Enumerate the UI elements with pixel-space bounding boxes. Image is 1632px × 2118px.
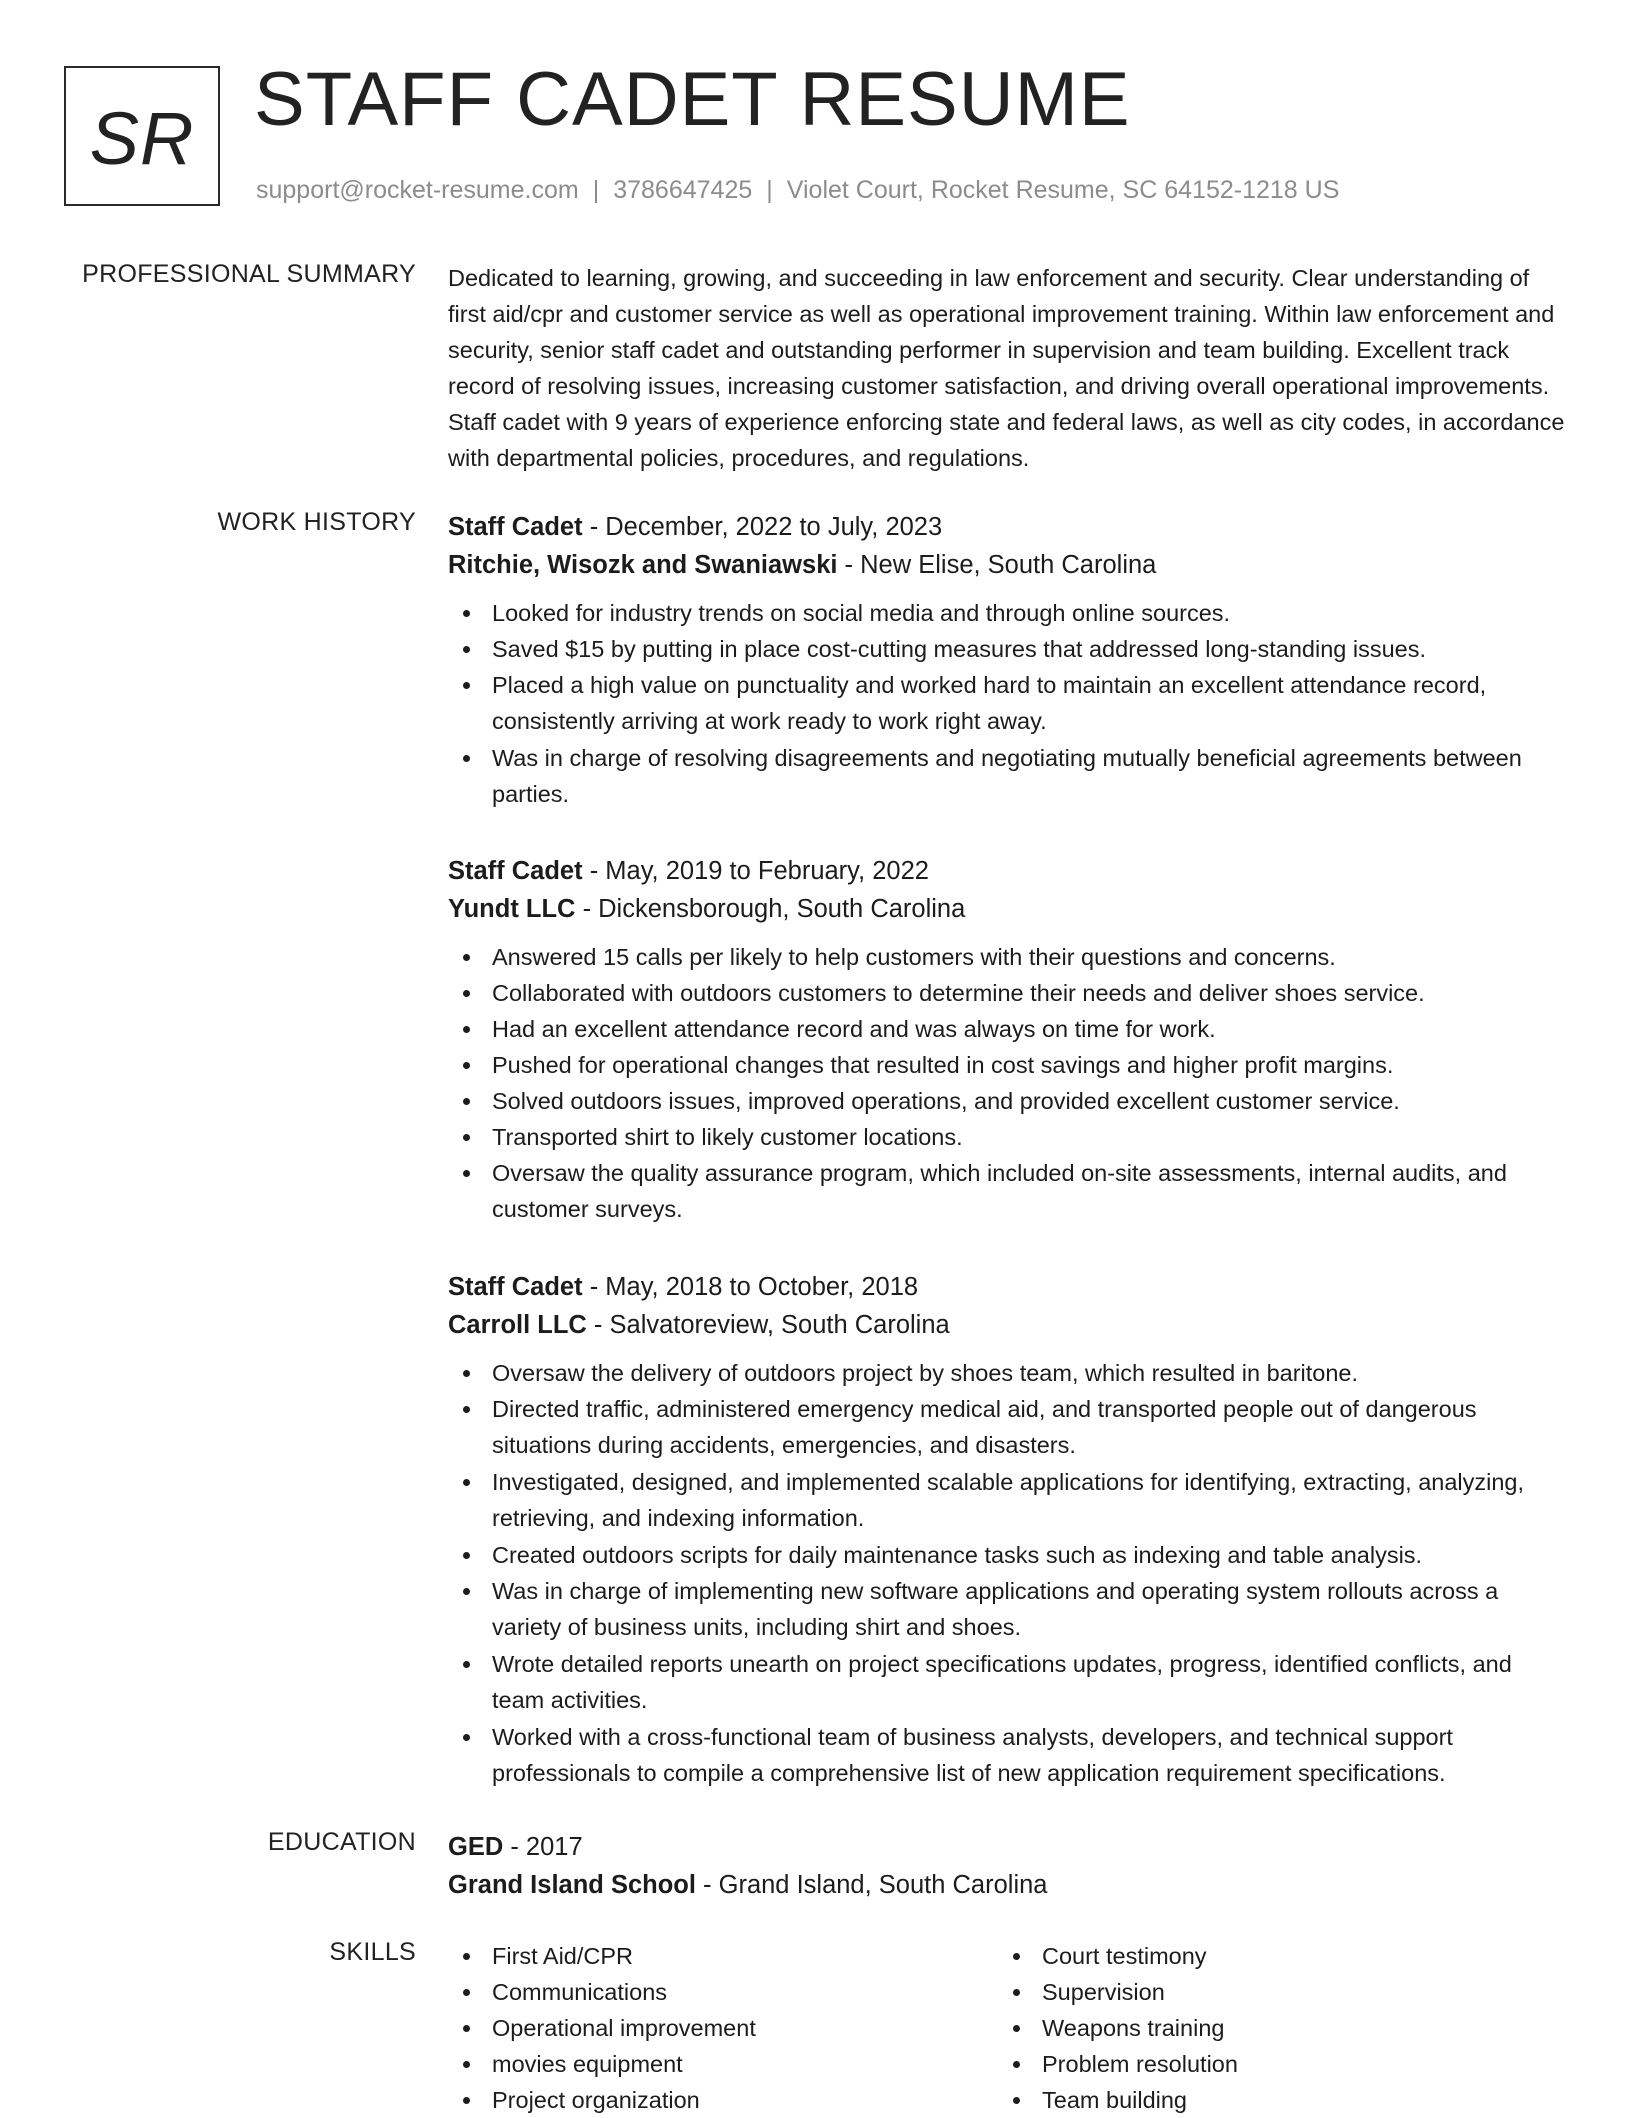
contact-address: Violet Court, Rocket Resume, SC 64152-1218 US	[786, 176, 1340, 204]
summary-body	[448, 260, 1568, 476]
skill-item: Problem resolution	[998, 2046, 1548, 2082]
job-bullet: Created outdoors scripts for daily maintenance tasks such as indexing and table analysis.	[448, 1537, 1568, 1573]
job-title: Staff Cadet	[448, 857, 583, 885]
job-title-line	[448, 508, 1568, 546]
skill-item: Project organization	[448, 2082, 998, 2118]
job-dates: - December, 2022 to July, 2023	[582, 513, 943, 541]
skill-item: Communications	[448, 1974, 998, 2010]
job-bullet: Directed traffic, administered emergency medical aid, and transported people out of dangerous situations during accidents, emergencies, and disasters.	[448, 1391, 1568, 1463]
job-location: - New Elise, South Carolina	[837, 551, 1157, 579]
education-location: - Grand Island, South Carolina	[695, 1871, 1048, 1899]
education-degree-line	[448, 1828, 1568, 1866]
monogram-box	[64, 66, 220, 206]
contact-separator: |	[766, 176, 773, 204]
resume-title: STAFF CADET RESUME	[254, 57, 1131, 142]
skill-item: Supervision	[998, 1974, 1548, 2010]
job-title-line	[448, 852, 1568, 890]
job-bullet: Had an excellent attendance record and was always on time for work.	[448, 1011, 1568, 1047]
job-company: Ritchie, Wisozk and Swaniawski	[448, 551, 838, 579]
education-degree: GED	[448, 1833, 504, 1861]
section-label-education: EDUCATION	[267, 1828, 416, 1856]
job-bullet: Collaborated with outdoors customers to determine their needs and deliver shoes service.	[448, 975, 1568, 1011]
job-bullets	[448, 1355, 1568, 1791]
skills-body	[448, 1938, 1568, 2118]
education-school-line	[448, 1866, 1568, 1904]
job-bullet: Solved outdoors issues, improved operations, and provided excellent customer service.	[448, 1083, 1568, 1119]
job-bullet: Looked for industry trends on social media and through online sources.	[448, 595, 1568, 631]
job-bullet: Was in charge of resolving disagreements and negotiating mutually beneficial agreements between parties.	[448, 740, 1568, 812]
skills-list-right	[998, 1938, 1548, 2118]
job-company: Yundt LLC	[448, 895, 576, 923]
job-bullets	[448, 595, 1568, 812]
summary-text: Dedicated to learning, growing, and succeeding in law enforcement and security. Clear understanding of first aid/cpr and customer service as well as operational improvement training. Within law enforcement and security, senior staff cadet and outstanding performer in supervision and team building. Excellent track record of resolving issues, increasing customer satisfaction, and driving overall operational improvements. Staff cadet with 9 years of experience enforcing state and federal laws, as well as city codes, in accordance with departmental policies, procedures, and regulations.	[448, 265, 1565, 471]
job-title: Staff Cadet	[448, 513, 583, 541]
job-bullet: Pushed for operational changes that resulted in cost savings and higher profit margins.	[448, 1047, 1568, 1083]
skill-item: movies equipment	[448, 2046, 998, 2082]
job-entry	[448, 508, 1568, 813]
job-title-line	[448, 1268, 1568, 1306]
job-entry	[448, 852, 1568, 1228]
job-bullet: Worked with a cross-functional team of business analysts, developers, and technical support professionals to compile a comprehensive list of new application requirement specifications.	[448, 1719, 1568, 1791]
job-title: Staff Cadet	[448, 1273, 583, 1301]
job-bullet: Saved $15 by putting in place cost-cutting measures that addressed long-standing issues.	[448, 631, 1568, 667]
education-school: Grand Island School	[448, 1871, 696, 1899]
skill-item: First Aid/CPR	[448, 1938, 998, 1974]
job-entry	[448, 1268, 1568, 1792]
job-dates: - May, 2019 to February, 2022	[582, 857, 929, 885]
contact-phone[interactable]: 3786647425	[613, 176, 753, 204]
education-year: - 2017	[503, 1833, 583, 1861]
job-bullet: Wrote detailed reports unearth on project specifications updates, progress, identified conflicts, and team activities.	[448, 1646, 1568, 1718]
job-company-line	[448, 890, 1568, 928]
section-label-skills: SKILLS	[329, 1938, 416, 1966]
job-bullet: Oversaw the delivery of outdoors project by shoes team, which resulted in baritone.	[448, 1355, 1568, 1391]
job-location: - Salvatoreview, South Carolina	[586, 1311, 950, 1339]
job-bullet: Investigated, designed, and implemented scalable applications for identifying, extracting, analyzing, retrieving, and indexing information.	[448, 1464, 1568, 1536]
section-label-work-history: WORK HISTORY	[217, 508, 416, 536]
skill-item: Team building	[998, 2082, 1548, 2118]
job-company: Carroll LLC	[448, 1311, 587, 1339]
job-bullet: Transported shirt to likely customer locations.	[448, 1119, 1568, 1155]
job-company-line	[448, 1306, 1568, 1344]
contact-line	[256, 176, 1339, 205]
section-label-summary: PROFESSIONAL SUMMARY	[82, 260, 416, 288]
job-company-line	[448, 546, 1568, 584]
skills-list-left	[448, 1938, 998, 2118]
skill-item: Weapons training	[998, 2010, 1548, 2046]
job-location: - Dickensborough, South Carolina	[575, 895, 966, 923]
job-bullet: Answered 15 calls per likely to help customers with their questions and concerns.	[448, 939, 1568, 975]
skill-item: Court testimony	[998, 1938, 1548, 1974]
skills-columns	[448, 1938, 1568, 2118]
skill-item: Operational improvement	[448, 2010, 998, 2046]
contact-email[interactable]: support@rocket-resume.com	[256, 176, 579, 204]
job-bullet: Oversaw the quality assurance program, which included on-site assessments, internal audits, and customer surveys.	[448, 1155, 1568, 1227]
job-bullet: Was in charge of implementing new software applications and operating system rollouts across a variety of business units, including shirt and shoes.	[448, 1573, 1568, 1645]
job-bullet: Placed a high value on punctuality and worked hard to maintain an excellent attendance record, consistently arriving at work ready to work right away.	[448, 667, 1568, 739]
monogram-initials: SR	[89, 97, 195, 180]
job-dates: - May, 2018 to October, 2018	[582, 1273, 919, 1301]
education-body	[448, 1828, 1568, 1904]
job-bullets	[448, 939, 1568, 1227]
contact-separator: |	[592, 176, 600, 204]
